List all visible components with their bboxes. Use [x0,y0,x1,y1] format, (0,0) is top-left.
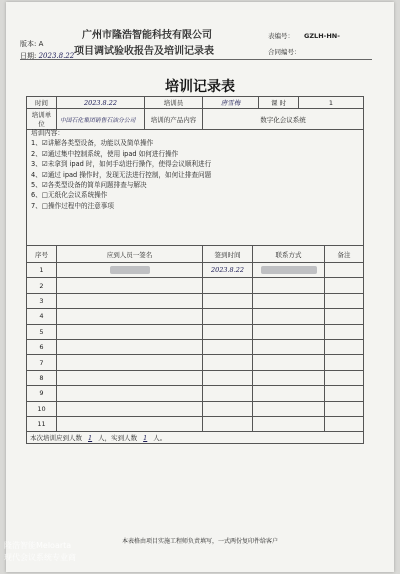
signature-cell [57,324,203,339]
trainer-value: 唐雪梅 [203,97,259,109]
content-item: 6、□无纸化会议系统操作 [31,191,108,200]
contact-cell [253,401,325,416]
row-number: 8 [27,370,57,385]
trainer-label: 培训员 [145,97,203,109]
contact-cell [253,370,325,385]
row-number: 6 [27,339,57,354]
training-content [26,125,364,245]
remarks-cell [325,416,364,431]
header-rule [20,59,372,60]
signature-cell [57,355,203,370]
product-value: 数字化会议系统 [203,109,364,130]
watermark-line: 现代会议系统专业商 [4,553,76,562]
watermark-line: 隆浩智能Meloarta [4,541,72,550]
date-value: 2023.8.22 [38,52,75,60]
col-header: 备注 [325,246,364,263]
document-title: 培训记录表 [165,79,235,95]
signature-cell [57,339,203,354]
row-number: 3 [27,293,57,308]
course-label: 课 时 [259,97,299,109]
remarks-cell [325,278,364,293]
contact-cell [253,416,325,431]
col-header: 签到时间 [203,246,253,263]
remarks-cell [325,309,364,324]
contact-cell [253,339,325,354]
signin-time [203,386,253,401]
signin-time [203,401,253,416]
content-item: 4、☑通过 ipad 操作时，发现无法进行控制，如何让排查问题 [31,170,212,179]
remarks-cell [325,293,364,308]
redacted-contact [261,266,317,274]
table-row [27,263,364,278]
content-item: 5、☑各类型设备的简单问题排查与解决 [31,181,147,190]
time-value: 2023.8.22 [57,97,145,109]
signin-time [203,324,253,339]
row-number: 1 [27,263,57,278]
table-row [27,401,364,416]
content-heading: 培训内容： [31,129,64,137]
company-name: 广州市隆浩智能科技有限公司 [82,30,212,41]
project-title: 项目调试验收报告及培训记录表 [74,46,214,57]
contact-cell [253,309,325,324]
attendance-table [26,245,364,444]
contact-cell [253,386,325,401]
signin-time [203,309,253,324]
form-no-label: 表编号： [268,32,294,40]
row-number: 4 [27,309,57,324]
row-number: 2 [27,278,57,293]
content-item: 2、☑通过集中控制系统，使用 ipad 如何进行操作 [31,149,179,158]
signature-cell [57,386,203,401]
remarks-cell [325,401,364,416]
table-row [27,278,364,293]
content-item: 3、☑未拿到 ipad 时，如何手动进行操作，使得会议顺利进行 [31,160,212,169]
remarks-cell [325,324,364,339]
date-row [20,50,74,62]
signin-time [203,293,253,308]
header-right [268,28,340,60]
table-row [27,370,364,385]
date-label: 日期: [20,52,37,60]
signature-cell [57,370,203,385]
content-item: 1、☑讲解各类型设备，功能以及简单操作 [31,139,154,148]
table-row [27,309,364,324]
signin-time [203,339,253,354]
signature-cell [57,293,203,308]
signature-cell [57,401,203,416]
course-value: 1 [299,97,364,109]
unit-label: 培训单位 [27,109,57,130]
footer-note: 本表格由项目实施工程师负责填写，一式两份复印件给客户 [121,538,278,545]
signin-time [203,370,253,385]
signin-time [203,355,253,370]
time-label: 时间 [27,97,57,109]
form-no-value: GZLH-HN- [304,32,340,40]
product-label: 培训的产品内容 [145,109,203,130]
row-number: 9 [27,386,57,401]
contact-cell [253,293,325,308]
contact-cell [253,324,325,339]
col-header: 联系方式 [253,246,325,263]
signature-cell [57,416,203,431]
contact-cell [253,263,325,278]
col-header: 应到人员一签名 [57,246,203,263]
remarks-cell [325,386,364,401]
signin-time [203,278,253,293]
expected-count: 1 [88,434,93,443]
signin-time [203,416,253,431]
row-number: 5 [27,324,57,339]
content-item: 7、□操作过程中的注意事项 [31,201,114,210]
table-row [27,416,364,431]
unit-value: 中国石化集团销售石油分公司 [57,109,145,130]
signature-cell [57,278,203,293]
table-row [27,339,364,354]
row-number: 10 [27,401,57,416]
contract-no-label: 合同编号： [268,48,301,56]
attendance-summary: 本次培训应到人数 1 人，实到人数 1 人。 [27,432,364,444]
table-row [27,386,364,401]
row-number: 7 [27,355,57,370]
remarks-cell [325,263,364,278]
remarks-cell [325,370,364,385]
signature-cell [57,263,203,278]
contact-cell [253,278,325,293]
table-row [27,293,364,308]
table-row [27,324,364,339]
row-number: 11 [27,416,57,431]
col-header: 序号 [27,246,57,263]
version-label: 版本: A [20,40,44,48]
remarks-cell [325,355,364,370]
signature-cell [57,309,203,324]
contact-cell [253,355,325,370]
actual-count: 1 [143,434,148,443]
redacted-signature [110,266,150,274]
table-row [27,355,364,370]
remarks-cell [325,339,364,354]
signin-time: 2023.8.22 [203,263,253,278]
